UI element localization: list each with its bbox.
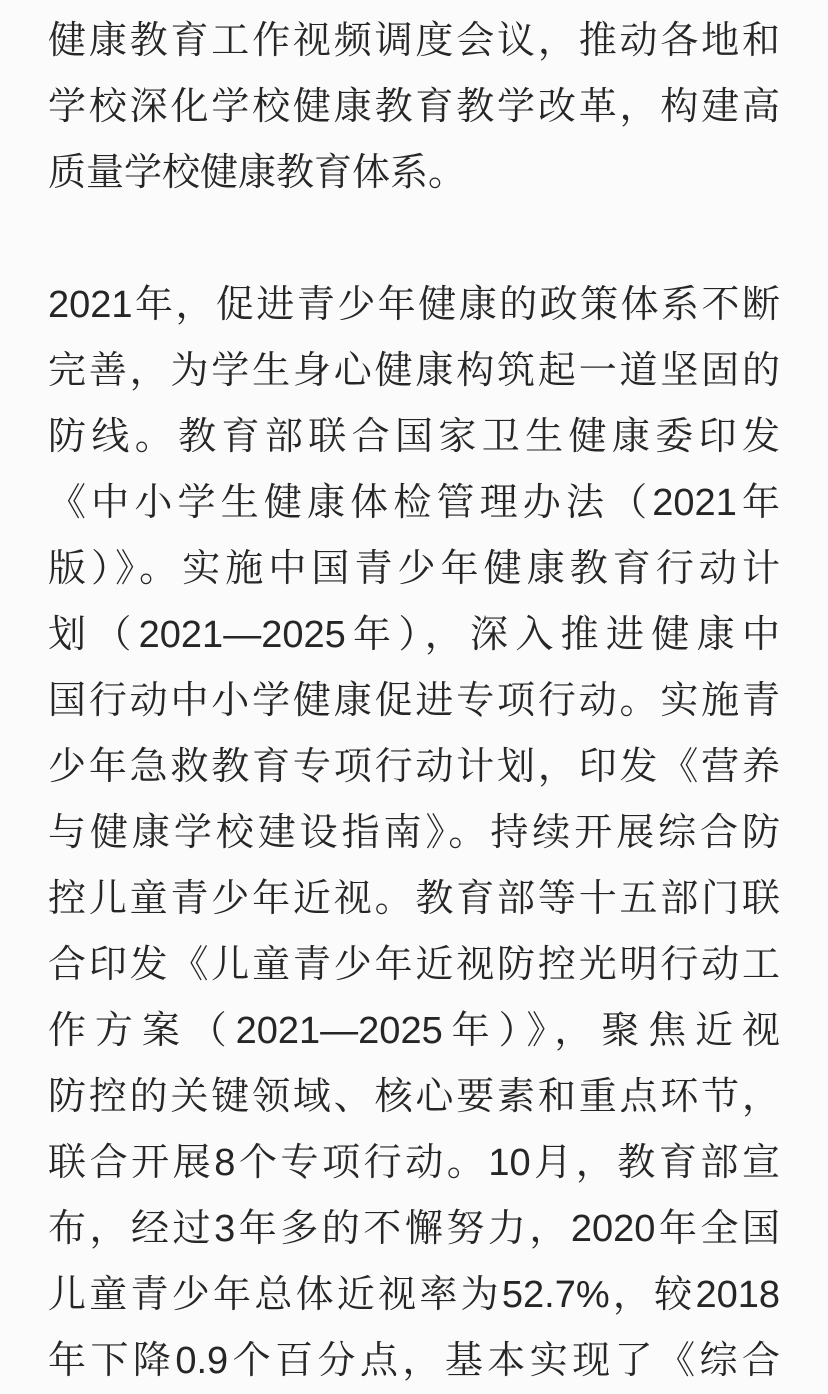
- text-line: 质量学校健康教育体系。: [48, 152, 467, 194]
- text-line: 国行动中小学健康促进专项行动。实施青: [48, 680, 780, 722]
- text-line: 防控的关键领域、核心要素和重点环节，: [48, 1076, 780, 1118]
- text-line: 少年急救教育专项行动计划，印发《营养: [48, 746, 780, 788]
- text-line: 年下降0.9个百分点，基本实现了《综合: [48, 1340, 780, 1382]
- text-line: 儿童青少年总体近视率为52.7%，较2018: [48, 1274, 780, 1316]
- text-line: 2021年，促进青少年健康的政策体系不断: [48, 284, 780, 326]
- text-line: 控儿童青少年近视。教育部等十五部门联: [48, 878, 780, 920]
- text-line: 版）》。实施中国青少年健康教育行动计: [48, 548, 780, 590]
- text-line: 合印发《儿童青少年近视防控光明行动工: [48, 944, 780, 986]
- text-line: 《中小学生健康体检管理办法（2021年: [48, 482, 780, 524]
- text-line: 防线。教育部联合国家卫生健康委印发: [48, 416, 780, 458]
- paragraph: [48, 272, 780, 1394]
- text-line: 作方案（2021—2025年）》，聚焦近视: [48, 1010, 780, 1052]
- text-line: 学校深化学校健康教育教学改革，构建高: [48, 86, 780, 128]
- paragraph: [48, 8, 780, 206]
- text-line: 与健康学校建设指南》。持续开展综合防: [48, 812, 780, 854]
- text-line: 联合开展8个专项行动。10月，教育部宣: [48, 1142, 780, 1184]
- text-line: 健康教育工作视频调度会议，推动各地和: [48, 20, 780, 62]
- text-line: 完善，为学生身心健康构筑起一道坚固的: [48, 350, 780, 392]
- text-line: 划（2021—2025年），深入推进健康中: [48, 614, 780, 656]
- text-line: 布，经过3年多的不懈努力，2020年全国: [48, 1208, 780, 1250]
